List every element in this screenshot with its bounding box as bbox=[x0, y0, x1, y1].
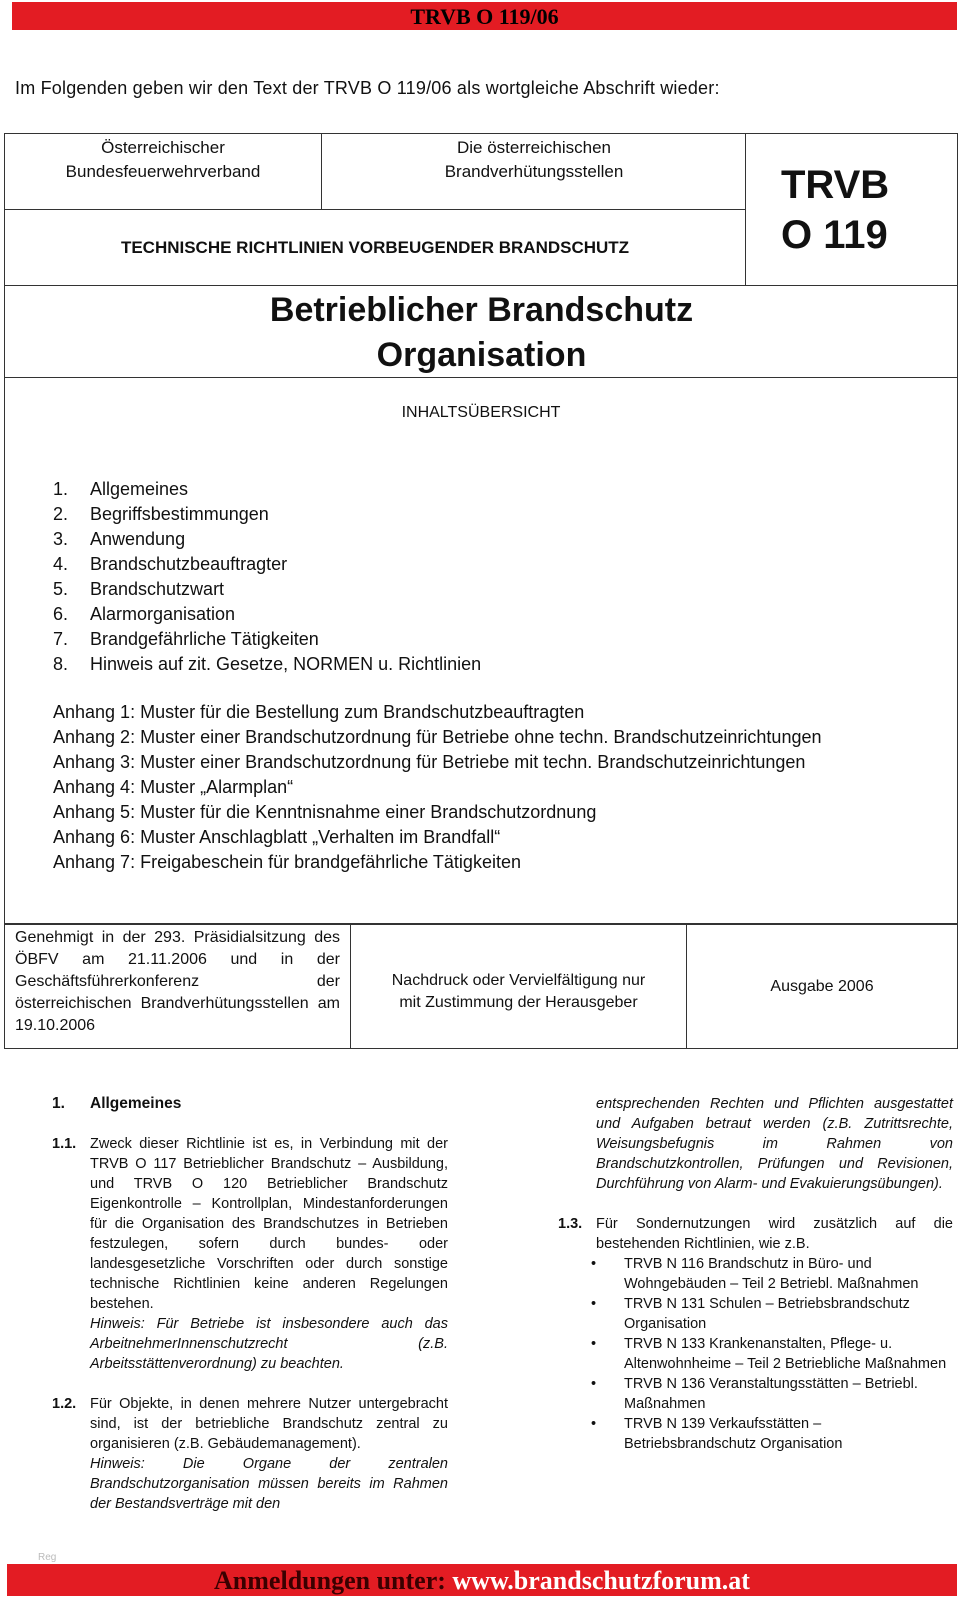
registration-banner bbox=[7, 1564, 957, 1596]
paragraph-number: 1.2. bbox=[52, 1396, 77, 1412]
annex-item: Anhang 5: Muster für die Kenntnisnahme einer Brandschutzordnung bbox=[53, 802, 597, 822]
paragraph-continuation bbox=[558, 1094, 953, 1194]
list-item: • TRVB N 136 Veranstaltungsstätten – Betriebl. Maßnahmen bbox=[624, 1374, 953, 1414]
guideline-code-box bbox=[745, 134, 958, 286]
approval-table bbox=[4, 924, 958, 1049]
annex-item: Anhang 7: Freigabeschein für brandgefährliche Tätigkeiten bbox=[53, 852, 521, 872]
issuer-feuerwehrverband bbox=[5, 134, 322, 210]
toc-number: 7. bbox=[53, 629, 69, 649]
toc-number: 6. bbox=[53, 604, 69, 624]
guideline-code bbox=[781, 160, 889, 260]
body-left-column bbox=[52, 1094, 448, 1514]
table-of-contents bbox=[4, 378, 958, 924]
section-title: Allgemeines bbox=[90, 1095, 182, 1112]
paragraph-text: Zweck dieser Richtlinie ist es, in Verbindung mit der TRVB O 117 Betrieblicher Brandschutz – Ausbildung, und TRVB O 120 Betrieblicher Brandschutz Eigenkontrolle – Kontrollplan, Mindestanforderungen für die Organisation des Brandschutzes in Betrieben festzulegen, sofern durch bundes- oder landesgesetzliche Vorschriften oder durch sonstige technische Richtlinien keine anderen Regelungen bestehen. bbox=[90, 1136, 448, 1312]
annex-item: Anhang 1: Muster für die Bestellung zum Brandschutzbeauftragten bbox=[53, 702, 585, 722]
document-title bbox=[5, 286, 958, 378]
issuer2-line1: Die österreichischen bbox=[456, 138, 611, 157]
paragraph-note: Hinweis: Für Betriebe ist insbesondere auch das ArbeitnehmerInnenschutzrecht (z.B. Arbeitsstättenverordnung) zu beachten. bbox=[90, 1316, 448, 1372]
code-line2: O 119 bbox=[781, 213, 888, 257]
toc-label: Brandgefährliche Tätigkeiten bbox=[90, 629, 319, 649]
toc-number: 8. bbox=[53, 654, 69, 674]
watermark: Reg bbox=[38, 1552, 57, 1563]
toc-item bbox=[53, 602, 481, 627]
issuer-brandverhuetung bbox=[322, 134, 746, 210]
paragraph-1-3 bbox=[558, 1214, 953, 1254]
list-item: • TRVB N 116 Brandschutz in Büro- und Wohngebäuden – Teil 2 Betriebl. Maßnahmen bbox=[624, 1254, 953, 1294]
contents-heading: INHALTSÜBERSICHT bbox=[401, 404, 561, 421]
paragraph-text: Für Sondernutzungen wird zusätzlich auf die bestehenden Richtlinien, wie z.B. bbox=[596, 1216, 953, 1252]
list-item: • TRVB N 139 Verkaufsstätten – Betriebsbrandschutz Organisation bbox=[624, 1414, 953, 1454]
annex-list bbox=[53, 700, 822, 875]
toc-number: 3. bbox=[53, 529, 69, 549]
paragraph-1-1 bbox=[52, 1134, 448, 1374]
toc-label: Begriffsbestimmungen bbox=[90, 504, 269, 524]
paragraph-text: Für Objekte, in denen mehrere Nutzer untergebracht sind, ist der betriebliche Brandschutz zentral zu organisieren (z.B. Gebäudemanagement). bbox=[90, 1396, 448, 1452]
toc-item bbox=[53, 477, 481, 502]
section-heading bbox=[52, 1094, 448, 1114]
annex-item: Anhang 2: Muster einer Brandschutzordnung für Betriebe ohne techn. Brandschutzeinrichtungen bbox=[53, 727, 822, 747]
issuer1-line1: Österreichischer bbox=[101, 138, 225, 157]
paragraph-note: Hinweis: Die Organe der zentralen Brandschutzorganisation müssen bereits im Rahmen der Bestandsverträge mit den bbox=[90, 1456, 448, 1512]
guideline-list bbox=[558, 1254, 953, 1454]
toc-list bbox=[53, 477, 481, 677]
reprint-line2: mit Zustimmung der Herausgeber bbox=[399, 994, 638, 1011]
toc-item bbox=[53, 552, 481, 577]
body-right-column bbox=[558, 1094, 953, 1454]
toc-number: 5. bbox=[53, 579, 69, 599]
paragraph-note-continued: entsprechenden Rechten und Pflichten ausgestattet und Aufgaben betraut werden (z.B. Zutrittsrechte, Weisungsbefugnis im Rahmen von Brandschutzkontrollen, Prüfungen und Revisionen, Durchführung von Alarm- und Evakuierungsübungen). bbox=[596, 1096, 953, 1192]
code-line1: TRVB bbox=[781, 163, 890, 207]
title-line1: Betrieblicher Brandschutz bbox=[269, 291, 694, 329]
toc-item bbox=[53, 627, 481, 652]
paragraph-number: 1.3. bbox=[558, 1216, 583, 1232]
top-banner: TRVB O 119/06 bbox=[12, 2, 957, 30]
list-item: • TRVB N 131 Schulen – Betriebsbrandschutz Organisation bbox=[624, 1294, 953, 1334]
edition: Ausgabe 2006 bbox=[770, 978, 874, 995]
toc-label: Anwendung bbox=[90, 529, 186, 549]
list-item: • TRVB N 133 Krankenanstalten, Pflege- u. Altenwohnheime – Teil 2 Betriebliche Maßnahmen bbox=[624, 1334, 953, 1374]
annex-item: Anhang 6: Muster Anschlagblatt „Verhalten im Brandfall“ bbox=[53, 827, 501, 847]
reprint-line1: Nachdruck oder Vervielfältigung nur bbox=[391, 972, 646, 989]
reprint-note bbox=[351, 925, 687, 1048]
paragraph-number: 1.1. bbox=[52, 1136, 77, 1152]
series-title: TECHNISCHE RICHTLINIEN VORBEUGENDER BRANDSCHUTZ bbox=[5, 210, 745, 286]
banner-url-link[interactable]: www.brandschutzforum.at bbox=[452, 1566, 750, 1595]
toc-number: 1. bbox=[53, 479, 69, 499]
toc-number: 2. bbox=[53, 504, 69, 524]
toc-label: Brandschutzwart bbox=[90, 579, 225, 599]
issuer1-line2: Bundesfeuerwehrverband bbox=[65, 162, 261, 181]
toc-number: 4. bbox=[53, 554, 69, 574]
section-number: 1. bbox=[52, 1095, 65, 1112]
toc-label: Allgemeines bbox=[90, 479, 189, 499]
toc-item bbox=[53, 527, 481, 552]
toc-item bbox=[53, 577, 481, 602]
banner-lead: Anmeldungen unter: bbox=[214, 1566, 453, 1595]
toc-item bbox=[53, 502, 481, 527]
title-line2: Organisation bbox=[376, 336, 587, 374]
paragraph-1-2 bbox=[52, 1394, 448, 1514]
toc-label: Brandschutzbeauftragter bbox=[90, 554, 288, 574]
annex-item: Anhang 4: Muster „Alarmplan“ bbox=[53, 777, 294, 797]
annex-item: Anhang 3: Muster einer Brandschutzordnung für Betriebe mit techn. Brandschutzeinrichtungen bbox=[53, 752, 806, 772]
intro-text: Im Folgenden geben wir den Text der TRVB O 119/06 als wortgleiche Abschrift wieder: bbox=[15, 78, 720, 98]
toc-label: Hinweis auf zit. Gesetze, NORMEN u. Richtlinien bbox=[90, 654, 482, 674]
document-header bbox=[4, 133, 958, 378]
toc-item bbox=[53, 652, 481, 677]
issuer2-line2: Brandverhütungsstellen bbox=[444, 162, 624, 181]
approval-note: Genehmigt in der 293. Präsidialsitzung des ÖBFV am 21.11.2006 und in der Geschäftsführerkonferenz der österreichischen Brandverhütungsstellen am 19.10.2006 bbox=[5, 925, 351, 1048]
toc-label: Alarmorganisation bbox=[90, 604, 236, 624]
